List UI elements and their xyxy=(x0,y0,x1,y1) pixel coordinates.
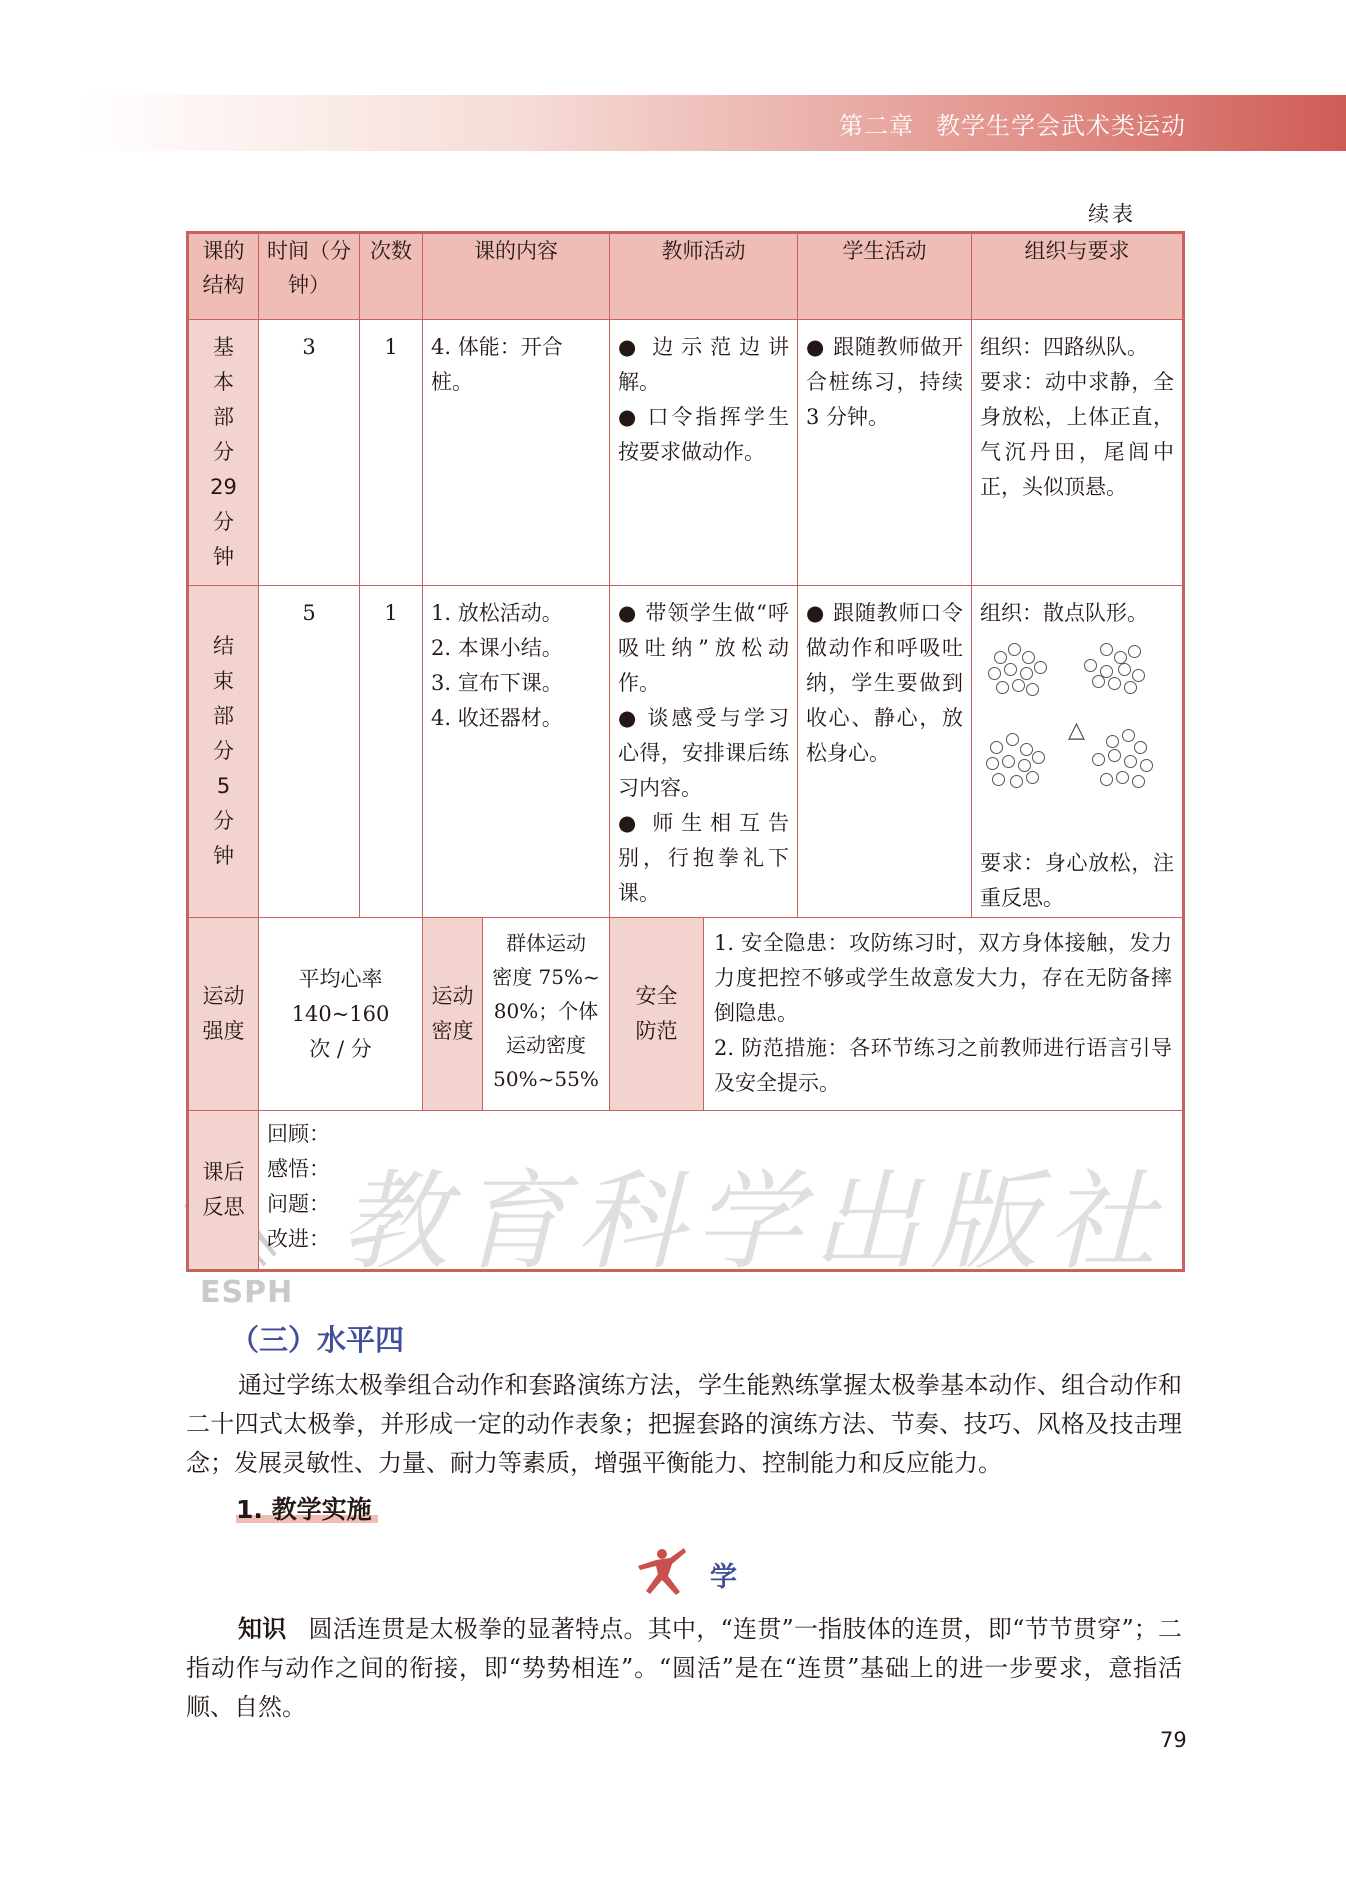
header-student: 学生活动 xyxy=(798,233,972,320)
table-row xyxy=(188,320,1184,586)
student-marker xyxy=(1020,667,1033,680)
running-header xyxy=(839,106,1186,141)
student-marker xyxy=(1118,663,1131,676)
student-marker xyxy=(1116,771,1129,784)
student-marker xyxy=(1106,735,1119,748)
student-marker xyxy=(1008,643,1021,656)
student-marker xyxy=(1124,755,1137,768)
table-header-row xyxy=(188,233,1184,320)
student-marker xyxy=(1002,755,1015,768)
student-marker xyxy=(1092,675,1105,688)
heart-rate-cell: 平均心率 140~160 次 / 分 xyxy=(259,918,423,1111)
student-marker xyxy=(1006,733,1019,746)
continued-label: 续表 xyxy=(1088,202,1136,226)
student-marker xyxy=(1132,669,1145,682)
student-marker xyxy=(1012,679,1025,692)
density-label: 运动密度 xyxy=(423,918,483,1110)
content-cell: 1. 放松活动。 2. 本课小结。 3. 宣布下课。 4. 收还器材。 xyxy=(423,586,610,918)
martial-arts-figure-icon xyxy=(632,1542,690,1600)
count-cell: 1 xyxy=(360,586,423,918)
student-marker xyxy=(1034,661,1047,674)
density-value: 群体运动 密度 75%~ 80%；个体 运动密度 50%~55% xyxy=(492,931,600,1091)
scatter-formation-diagram xyxy=(980,631,1174,846)
teacher-cell: ● 边示范边讲解。 ● 口令指挥学生按要求做动作。 xyxy=(610,320,798,586)
student-marker xyxy=(990,741,1003,754)
safety-text: 1. 安全隐患：攻防练习时，双方身体接触，发力力度把控不够或学生故意发大力，存在无防备摔倒隐患。 2. 防范措施：各环节练习之前教师进行语言引导及安全提示。 xyxy=(714,931,1172,1095)
student-marker xyxy=(988,667,1001,680)
time-cell: 5 xyxy=(259,586,360,918)
subtitle: 1. 教学实施 xyxy=(236,1495,372,1524)
knowledge-paragraph: 知识 圆活连贯是太极拳的显著特点。其中，“连贯”一指肢体的连贯，即“节节贯穿”；二指动作与动作之间的衔接，即“势势相连”。“圆活”是在“连贯”基础上的进一步要求，意指活顺、自然。 xyxy=(186,1615,1183,1721)
section-title: （三）水平四 xyxy=(230,1323,405,1357)
student-cell: ● 跟随教师做开合桩练习，持续 3 分钟。 xyxy=(798,320,972,586)
student-marker xyxy=(1132,775,1145,788)
learn-label: 学 xyxy=(710,1562,737,1593)
student-marker xyxy=(1004,663,1017,676)
student-marker xyxy=(996,681,1009,694)
reflection-cell: 回顾： 感悟： 问题： 改进： xyxy=(259,1111,1184,1271)
organization-cell: 组织：四路纵队。 要求：动中求静，全身放松，上体正直，气沉丹田，尾闾中正，头似顶悬。 xyxy=(972,320,1184,586)
student-marker xyxy=(1100,643,1113,656)
time-cell: 3 xyxy=(259,320,360,586)
student-marker xyxy=(1092,753,1105,766)
student-marker xyxy=(986,757,999,770)
student-marker xyxy=(1108,677,1121,690)
student-marker xyxy=(1100,773,1113,786)
organization-cell: 组织：散点队形。 △ 要求：身心放松，注重反思。 xyxy=(972,586,1184,918)
intro-paragraph: 通过学练太极拳组合动作和套路演练方法，学生能熟练掌握太极拳基本动作、组合动作和二十四式太极拳，并形成一定的动作表象；把握套路的演练方法、节奏、技巧、风格及技击理念；发展灵敏性、力量、耐力等素质，增强平衡能力、控制能力和反应能力。 xyxy=(186,1371,1182,1477)
student-cell: ● 跟随教师口令做动作和呼吸吐纳，学生要做到收心、静心，放松身心。 xyxy=(798,586,972,918)
header-structure: 课的结构 xyxy=(188,233,259,320)
safety-wrapper xyxy=(610,918,1184,1111)
header-organization: 组织与要求 xyxy=(972,233,1184,320)
student-marker xyxy=(992,773,1005,786)
safety-label: 安全防范 xyxy=(610,918,704,1110)
table-row-intensity xyxy=(188,918,1184,1111)
table-row-reflection xyxy=(188,1111,1184,1271)
density-wrapper xyxy=(423,918,610,1111)
student-marker xyxy=(1134,741,1147,754)
student-marker xyxy=(1010,775,1023,788)
watermark-logo: ESPH xyxy=(200,1275,294,1310)
table-row xyxy=(188,586,1184,918)
header-count: 次数 xyxy=(360,233,423,320)
reflection-label: 课后反思 xyxy=(188,1111,259,1271)
count-cell: 1 xyxy=(360,320,423,586)
teacher-cell: ● 带领学生做“呼吸吐纳”放松动作。 ● 谈感受与学习心得，安排课后练习内容。 ● 师生相互告别，行抱拳礼下课。 xyxy=(610,586,798,918)
student-marker xyxy=(1108,749,1121,762)
student-marker xyxy=(1026,771,1039,784)
student-marker xyxy=(1084,659,1097,672)
student-marker xyxy=(1032,751,1045,764)
student-marker xyxy=(1140,759,1153,772)
student-marker xyxy=(1122,729,1135,742)
teacher-marker: △ xyxy=(1068,718,1085,743)
student-marker xyxy=(1124,681,1137,694)
student-marker xyxy=(1018,759,1031,772)
student-marker xyxy=(1022,651,1035,664)
knowledge-keyword: 知识 xyxy=(238,1615,287,1643)
header-content: 课的内容 xyxy=(423,233,610,320)
student-marker xyxy=(1026,683,1039,696)
section-basic: 基 本 部 分 29 分 钟 xyxy=(188,320,259,586)
student-marker xyxy=(1128,645,1141,658)
header-teacher: 教师活动 xyxy=(610,233,798,320)
intensity-label: 运动强度 xyxy=(188,918,259,1111)
chapter-number: 第二章 xyxy=(839,112,914,140)
header-time: 时间（分钟） xyxy=(259,233,360,320)
page-number: 79 xyxy=(1160,1728,1187,1752)
lesson-plan-table xyxy=(186,231,1185,1272)
student-marker xyxy=(1020,743,1033,756)
student-marker xyxy=(994,651,1007,664)
content-cell: 4. 体能：开合桩。 xyxy=(423,320,610,586)
watermark-text: 教育科学出版社 xyxy=(340,1160,1167,1285)
section-ending: 结 束 部 分 5 分 钟 xyxy=(188,586,259,918)
chapter-title: 教学生学会武术类运动 xyxy=(936,112,1186,140)
